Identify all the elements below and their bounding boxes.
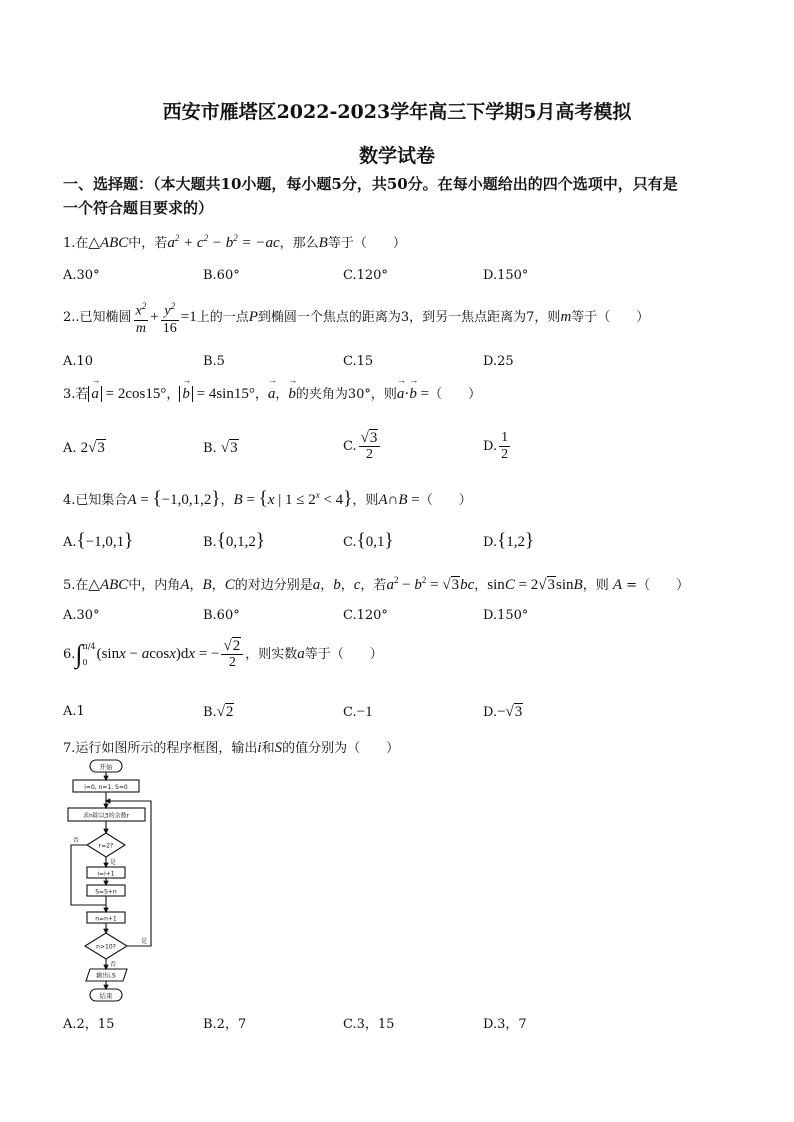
flow-end-label: 结束 <box>99 992 113 1000</box>
q2-frac-y: $\frac{y^2}{16}$ <box>161 298 179 337</box>
q6-mid: ，则实数 <box>245 647 298 662</box>
q4-option-b[interactable]: B.{0,1,2} <box>203 530 265 551</box>
q5-angles: A <box>180 577 190 593</box>
q3-mid: 的夹角为30°，则 <box>295 387 397 402</box>
q2-var-m: m <box>560 308 572 325</box>
flow-yes-label-2: 是 <box>141 938 148 945</box>
q4-set-b: B = {x | $1 \le 2^x < 4$} <box>233 488 353 509</box>
q7-option-b[interactable]: B.2，7 <box>203 1017 247 1032</box>
q2-end: 等于（ ） <box>571 309 650 325</box>
q5-mid3: ，若 <box>360 578 387 593</box>
question-4: 4.已知集合A = {−1,0,1,2}，B = {x | $1 \le 2^x < 4$}，则A∩B =（ ） <box>63 488 472 509</box>
q5-triangle-abc: △ABC <box>88 577 129 593</box>
q6-option-c[interactable]: C.−1 <box>343 704 373 720</box>
q7-option-d[interactable]: D.3，7 <box>483 1017 527 1032</box>
q6-value: $\frac{√2}{2}$ <box>221 638 243 671</box>
q1-var-b: B <box>318 235 328 251</box>
q7-var-s: S <box>274 740 283 756</box>
q6-integrand: (sinx − acosx)dx = − <box>96 646 220 662</box>
q6-integral-sign: ∫ <box>75 639 83 669</box>
q5-option-c[interactable]: C.120° <box>343 608 388 623</box>
q5-var-a: A <box>612 577 623 593</box>
q6-option-a[interactable]: A.1 <box>63 704 85 719</box>
question-5: 5.在△ABC中，内角A，B，C的对边分别是a，b，c，若$a^2 - b^2 = √3bc$，sinC = 2√3sinB，则 A =（ ） <box>63 575 690 593</box>
q5-option-b[interactable]: B.60° <box>203 608 240 623</box>
q6-prefix: 6. <box>63 647 76 662</box>
q3-option-d[interactable]: D. $\frac{1}{2}$ <box>483 430 509 462</box>
q4-option-d[interactable]: D.{1,2} <box>483 530 535 551</box>
q5-equation2: sinC = 2√3sinB <box>487 577 583 593</box>
q2-mid: 到椭圆一个焦点的距离为3，到另一焦点距离为7，则 <box>257 309 561 325</box>
q4-end: （ ） <box>419 493 472 508</box>
q6-option-d[interactable]: D.−√3 <box>483 704 523 720</box>
q4-option-c[interactable]: C.{0,1} <box>343 530 394 551</box>
q3-mag-a: → a = 2cos15° <box>88 386 166 402</box>
flow-no-label-1: 否 <box>73 837 80 844</box>
flow-no-label-2: 否 <box>110 961 117 968</box>
q3-option-b[interactable]: B. √3 <box>203 440 238 456</box>
q7-option-c[interactable]: C.3，15 <box>343 1017 395 1032</box>
exam-title: 西安市雁塔区2022-2023学年高三下学期5月高考模拟 <box>162 101 632 123</box>
q1-triangle-abc: △ABC <box>88 235 129 251</box>
q2-option-d[interactable]: D.25 <box>483 354 514 369</box>
q7-options <box>63 1013 743 1043</box>
question-7 <box>63 737 743 757</box>
q3-options <box>63 430 743 470</box>
q4-set-a: A = {−1,0,1,2} <box>127 488 221 509</box>
q3-vec-b: → b <box>288 386 296 403</box>
q2-suffix: 上的一点 <box>196 309 249 325</box>
q2-option-c[interactable]: C.15 <box>343 354 374 369</box>
q3-dot: → a·→ b = <box>397 386 429 402</box>
q5-mid: 中，内角 <box>128 578 181 593</box>
q5-option-a[interactable]: A.30° <box>63 608 100 623</box>
q5-end: （ ） <box>637 578 690 593</box>
q6-limits: π/4 0 <box>82 641 96 667</box>
q5-sides: a <box>312 577 321 593</box>
q1-option-d[interactable]: D.150° <box>483 268 529 283</box>
flow-remainder-label: 求n除以3的余数r <box>82 812 130 820</box>
flow-yes-label-1: 是 <box>110 859 117 866</box>
q1-option-c[interactable]: C.120° <box>343 268 388 283</box>
q6-var-a: a <box>297 646 305 662</box>
flow-cond2-label: n>10? <box>96 943 116 951</box>
q4-options <box>63 530 743 560</box>
q7-var-i: i <box>257 740 262 756</box>
q6-option-b[interactable]: B.√2 <box>203 704 234 720</box>
q1-middle: 中，若 <box>128 236 168 251</box>
q5-equation1: $a^2 - b^2 = √3bc$ <box>386 575 475 593</box>
flow-inc-n-label: n=n+1 <box>95 915 117 923</box>
flow-start-label: 开始 <box>99 763 113 771</box>
question-2: 2..已知椭圆 $\frac{x^2}{m}$ + $\frac{y^2}{16}$ =1上的一点P到椭圆一个焦点的距离为3，到另一焦点距离为7，则m等于（ ） <box>63 298 743 337</box>
q3-option-a[interactable]: A. 2√3 <box>63 440 105 456</box>
q3-option-c[interactable]: C. $\frac{√3}{2}$ <box>343 430 382 463</box>
section-heading-line1: 一、选择题：（本大题共10小题，每小题5分，共50分。在每小题给出的四个选项中，只有是 <box>63 175 678 193</box>
q7-end: 的值分别为（ ） <box>282 741 400 756</box>
q4-option-a[interactable]: A.{−1,0,1} <box>63 530 134 551</box>
q7-option-a[interactable]: A.2，15 <box>63 1017 115 1032</box>
q1-prefix: 1.在 <box>63 236 89 251</box>
q1-suffix: ，那么 <box>279 236 319 251</box>
q1-options <box>63 268 743 298</box>
q5-option-d[interactable]: D.150° <box>483 608 529 623</box>
exam-subtitle: 数学试卷 <box>358 145 435 167</box>
q2-option-a[interactable]: A.10 <box>63 354 94 369</box>
program-flowchart <box>63 757 157 1007</box>
q7-mid: 和 <box>261 741 275 756</box>
q4-intersection: A∩B = <box>378 492 420 508</box>
q5-mid2: 的对边分别是 <box>234 578 313 593</box>
section-heading <box>63 172 743 220</box>
q1-equation: $a^2 + c^2 - b^2 = -ac$ <box>167 233 280 251</box>
q2-frac-x: $\frac{x^2}{m}$ <box>134 298 149 337</box>
flow-cond1-label: r=2? <box>98 842 114 850</box>
q5-prefix: 5.在 <box>63 578 89 593</box>
q7-prefix: 7.运行如图所示的程序框图，输出 <box>63 741 258 756</box>
q2-option-b[interactable]: B.5 <box>203 354 225 369</box>
q4-prefix: 4.已知集合 <box>63 493 128 508</box>
section-heading-line2: 一个符合题目要求的） <box>63 199 214 217</box>
q4-mid: ，则 <box>352 493 379 508</box>
flow-inc-i-label: i=i+1 <box>97 870 115 878</box>
q2-prefix: 2..已知椭圆 <box>63 309 132 325</box>
flow-init-label: i=0, n=1, S=0 <box>84 784 128 791</box>
q3-mag-b: → b = 4sin15° <box>179 386 254 402</box>
flow-output-label: 输出i,S <box>96 972 116 980</box>
question-6 <box>63 638 743 671</box>
q3-vec-a: → a <box>268 386 276 403</box>
q1-end: 等于（ ） <box>327 236 406 251</box>
q6-end: 等于（ ） <box>304 647 383 662</box>
q1-option-b[interactable]: B.60° <box>203 268 240 283</box>
question-3: 3.若→ a = 2cos15°，→ b = 4sin15°，→ a，→ b的夹角为30°，则→ a·→ b =（ ） <box>63 383 743 403</box>
q3-end: （ ） <box>429 387 482 402</box>
question-1 <box>63 232 743 252</box>
q6-options <box>63 704 743 734</box>
flow-sum-label: S=S+n <box>95 888 117 896</box>
q2-var-p: P <box>248 308 258 325</box>
q1-option-a[interactable]: A.30° <box>63 268 100 283</box>
q5-options <box>63 608 743 638</box>
q3-prefix: 3.若 <box>63 387 89 402</box>
